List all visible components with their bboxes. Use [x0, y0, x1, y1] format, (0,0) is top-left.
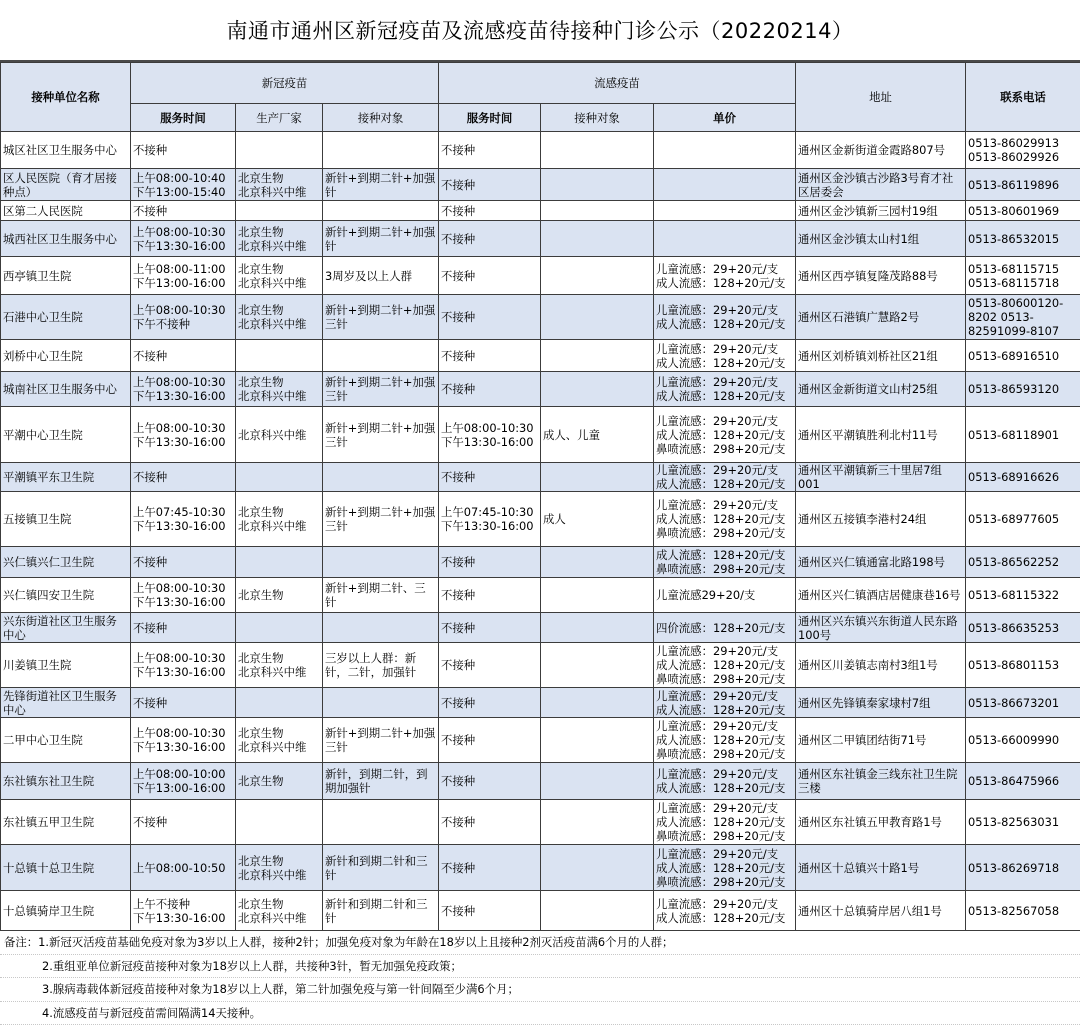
address-cell: 通州区金沙镇太山村1组	[796, 221, 966, 257]
note-2: 2.重组亚单位新冠疫苗接种对象为18岁以上人群，共接种3针，暂无加强免疫政策；	[0, 955, 1080, 979]
flu-price-cell: 儿童流感：29+20元/支 成人流感：128+20元/支	[654, 340, 796, 372]
covid-target-cell	[323, 547, 439, 578]
unit-name-cell: 平潮中心卫生院	[1, 407, 131, 463]
address-cell: 通州区西亭镇复隆茂路88号	[796, 257, 966, 295]
header-flu-group: 流感疫苗	[439, 63, 796, 104]
flu-price-cell: 儿童流感：29+20元/支 成人流感：128+20元/支 鼻喷流感：298+20元/支	[654, 643, 796, 688]
flu-target-cell	[541, 372, 654, 407]
phone-cell: 0513-86475966	[966, 763, 1080, 800]
covid-maker-cell: 北京生物 北京科兴中维	[236, 891, 323, 931]
flu-target-cell	[541, 891, 654, 931]
covid-target-cell: 新针，到期二针，到期加强针	[323, 763, 439, 800]
table-row	[1, 613, 1080, 643]
phone-cell: 0513-86532015	[966, 221, 1080, 257]
covid-time-cell: 上午08:00-10:30 下午13:30-16:00	[131, 578, 236, 613]
flu-target-cell	[541, 688, 654, 718]
address-cell: 通州区东社镇金三线东社卫生院三楼	[796, 763, 966, 800]
table-row	[1, 257, 1080, 295]
covid-target-cell: 新针+到期二针+加强针	[323, 169, 439, 201]
covid-target-cell: 三岁以上人群：新针，二针，加强针	[323, 643, 439, 688]
unit-name-cell: 东社镇东社卫生院	[1, 763, 131, 800]
covid-target-cell: 新针+到期二针+加强三针	[323, 492, 439, 547]
flu-price-cell: 儿童流感：29+20元/支 成人流感：128+20元/支 鼻喷流感：298+20元/支	[654, 800, 796, 845]
phone-cell: 0513-86593120	[966, 372, 1080, 407]
flu-time-cell: 不接种	[439, 547, 541, 578]
covid-maker-cell: 北京生物 北京科兴中维	[236, 169, 323, 201]
unit-name-cell: 十总镇骑岸卫生院	[1, 891, 131, 931]
address-cell: 通州区平潮镇胜利北村11号	[796, 407, 966, 463]
notes-section	[0, 931, 1080, 1025]
unit-name-cell: 平潮镇平东卫生院	[1, 463, 131, 492]
flu-price-cell: 儿童流感：29+20元/支 成人流感：128+20元/支	[654, 763, 796, 800]
header-covid-group: 新冠疫苗	[131, 63, 439, 104]
unit-name-cell: 五接镇卫生院	[1, 492, 131, 547]
note-1: 备注：1.新冠灭活疫苗基础免疫对象为3岁以上人群，接种2针；加强免疫对象为年龄在18岁以上且接种2剂灭活疫苗满6个月的人群；	[0, 931, 1080, 955]
covid-time-cell: 不接种	[131, 463, 236, 492]
phone-cell: 0513-82563031	[966, 800, 1080, 845]
flu-price-cell	[654, 169, 796, 201]
covid-maker-cell	[236, 132, 323, 169]
covid-time-cell: 上午08:00-11:00 下午13:00-16:00	[131, 257, 236, 295]
address-cell: 通州区先锋镇秦家埭村7组	[796, 688, 966, 718]
covid-target-cell: 新针和到期二针和三针	[323, 891, 439, 931]
covid-time-cell: 不接种	[131, 340, 236, 372]
flu-price-cell: 四价流感：128+20元/支	[654, 613, 796, 643]
flu-target-cell	[541, 613, 654, 643]
flu-price-cell: 儿童流感：29+20元/支 成人流感：128+20元/支 鼻喷流感：298+20元/支	[654, 492, 796, 547]
clinic-table	[0, 62, 1080, 931]
covid-time-cell: 上午08:00-10:30 下午13:30-16:00	[131, 643, 236, 688]
covid-maker-cell	[236, 800, 323, 845]
phone-cell: 0513-86269718	[966, 845, 1080, 891]
table-row	[1, 407, 1080, 463]
header-flu-target: 接种对象	[541, 104, 654, 132]
covid-target-cell	[323, 613, 439, 643]
flu-time-cell: 不接种	[439, 643, 541, 688]
unit-name-cell: 兴东街道社区卫生服务中心	[1, 613, 131, 643]
covid-maker-cell	[236, 547, 323, 578]
flu-target-cell: 成人	[541, 492, 654, 547]
covid-maker-cell: 北京生物	[236, 578, 323, 613]
flu-time-cell: 上午07:45-10:30下午13:30-16:00	[439, 492, 541, 547]
covid-target-cell: 新针+到期二针、三针	[323, 578, 439, 613]
flu-price-cell: 儿童流感：29+20元/支 成人流感：128+20元/支	[654, 688, 796, 718]
covid-time-cell: 上午08:00-10:30 下午不接种	[131, 295, 236, 340]
address-cell: 通州区兴东镇兴东街道人民东路100号	[796, 613, 966, 643]
flu-target-cell	[541, 718, 654, 763]
unit-name-cell: 西亭镇卫生院	[1, 257, 131, 295]
covid-maker-cell: 北京生物 北京科兴中维	[236, 643, 323, 688]
covid-target-cell	[323, 340, 439, 372]
flu-time-cell: 不接种	[439, 463, 541, 492]
flu-time-cell: 不接种	[439, 763, 541, 800]
table-row	[1, 763, 1080, 800]
unit-name-cell: 川姜镇卫生院	[1, 643, 131, 688]
covid-maker-cell: 北京生物 北京科兴中维	[236, 492, 323, 547]
table-row	[1, 340, 1080, 372]
table-row	[1, 372, 1080, 407]
flu-price-cell	[654, 221, 796, 257]
covid-time-cell: 上午08:00-10:30 下午13:30-16:00	[131, 372, 236, 407]
flu-target-cell	[541, 340, 654, 372]
covid-time-cell: 上午07:45-10:30 下午13:30-16:00	[131, 492, 236, 547]
flu-target-cell	[541, 169, 654, 201]
flu-time-cell: 不接种	[439, 613, 541, 643]
flu-time-cell: 不接种	[439, 800, 541, 845]
covid-time-cell: 上午08:00-10:30 下午13:30-16:00	[131, 407, 236, 463]
flu-target-cell: 成人、儿童	[541, 407, 654, 463]
flu-target-cell	[541, 221, 654, 257]
covid-target-cell	[323, 201, 439, 221]
phone-cell: 0513-86119896	[966, 169, 1080, 201]
covid-target-cell: 新针+到期二针+加强三针	[323, 295, 439, 340]
covid-maker-cell: 北京生物 北京科兴中维	[236, 845, 323, 891]
note-4: 4.流感疫苗与新冠疫苗需间隔满14天接种。	[0, 1002, 1080, 1026]
unit-name-cell: 十总镇十总卫生院	[1, 845, 131, 891]
flu-price-cell: 儿童流感：29+20元/支 成人流感：128+20元/支 鼻喷流感：298+20元/支	[654, 407, 796, 463]
table-row	[1, 169, 1080, 201]
flu-price-cell: 儿童流感：29+20元/支 成人流感：128+20元/支	[654, 257, 796, 295]
note-3: 3.腺病毒载体新冠疫苗接种对象为18岁以上人群，第二针加强免疫与第一针间隔至少满6个月；	[0, 978, 1080, 1002]
table-body	[1, 132, 1080, 931]
flu-target-cell	[541, 463, 654, 492]
flu-target-cell	[541, 763, 654, 800]
covid-target-cell: 新针+到期二针+加强三针	[323, 718, 439, 763]
table-row	[1, 643, 1080, 688]
flu-price-cell: 儿童流感：29+20元/支 成人流感：128+20元/支	[654, 891, 796, 931]
covid-maker-cell: 北京生物 北京科兴中维	[236, 718, 323, 763]
flu-target-cell	[541, 643, 654, 688]
covid-maker-cell: 北京生物	[236, 763, 323, 800]
flu-time-cell: 不接种	[439, 578, 541, 613]
unit-name-cell: 东社镇五甲卫生院	[1, 800, 131, 845]
flu-time-cell: 不接种	[439, 132, 541, 169]
flu-target-cell	[541, 800, 654, 845]
covid-time-cell: 不接种	[131, 800, 236, 845]
flu-target-cell	[541, 547, 654, 578]
unit-name-cell: 刘桥中心卫生院	[1, 340, 131, 372]
covid-maker-cell	[236, 463, 323, 492]
unit-name-cell: 二甲中心卫生院	[1, 718, 131, 763]
covid-time-cell: 不接种	[131, 132, 236, 169]
covid-maker-cell: 北京生物 北京科兴中维	[236, 221, 323, 257]
unit-name-cell: 区第二人民医院	[1, 201, 131, 221]
flu-time-cell: 不接种	[439, 372, 541, 407]
covid-time-cell: 不接种	[131, 547, 236, 578]
flu-target-cell	[541, 132, 654, 169]
covid-maker-cell: 北京生物 北京科兴中维	[236, 295, 323, 340]
address-cell: 通州区五接镇李港村24组	[796, 492, 966, 547]
unit-name-cell: 兴仁镇兴仁卫生院	[1, 547, 131, 578]
phone-cell: 0513-80601969	[966, 201, 1080, 221]
covid-target-cell	[323, 800, 439, 845]
header-covid-maker: 生产厂家	[236, 104, 323, 132]
flu-price-cell	[654, 132, 796, 169]
flu-target-cell	[541, 845, 654, 891]
covid-time-cell: 上午08:00-10:40 下午13:00-15:40	[131, 169, 236, 201]
phone-cell: 0513-86635253	[966, 613, 1080, 643]
flu-price-cell: 儿童流感：29+20元/支 成人流感：128+20元/支	[654, 372, 796, 407]
covid-time-cell: 上午不接种 下午13:30-16:00	[131, 891, 236, 931]
table-row	[1, 688, 1080, 718]
covid-target-cell	[323, 463, 439, 492]
page-title: 南通市通州区新冠疫苗及流感疫苗待接种门诊公示（20220214）	[0, 0, 1080, 62]
covid-maker-cell: 北京生物 北京科兴中维	[236, 372, 323, 407]
phone-cell: 0513-68118901	[966, 407, 1080, 463]
flu-price-cell	[654, 201, 796, 221]
unit-name-cell: 城西社区卫生服务中心	[1, 221, 131, 257]
flu-time-cell: 不接种	[439, 201, 541, 221]
address-cell: 通州区金新街道金霞路807号	[796, 132, 966, 169]
phone-cell: 0513-82567058	[966, 891, 1080, 931]
covid-time-cell: 上午08:00-10:30 下午13:30-16:00	[131, 221, 236, 257]
covid-maker-cell	[236, 688, 323, 718]
header-unit-name: 接种单位名称	[1, 63, 131, 132]
flu-price-cell: 儿童流感：29+20元/支 成人流感：128+20元/支 鼻喷流感：298+20元/支	[654, 718, 796, 763]
phone-cell: 0513-68115715 0513-68115718	[966, 257, 1080, 295]
covid-time-cell: 上午08:00-10:50	[131, 845, 236, 891]
phone-cell: 0513-66009990	[966, 718, 1080, 763]
header-address: 地址	[796, 63, 966, 132]
unit-name-cell: 城区社区卫生服务中心	[1, 132, 131, 169]
flu-time-cell: 不接种	[439, 221, 541, 257]
address-cell: 通州区兴仁镇酒店居健康巷16号	[796, 578, 966, 613]
phone-cell: 0513-86029913 0513-86029926	[966, 132, 1080, 169]
flu-time-cell: 不接种	[439, 340, 541, 372]
table-row	[1, 845, 1080, 891]
unit-name-cell: 城南社区卫生服务中心	[1, 372, 131, 407]
table-row	[1, 221, 1080, 257]
header-flu-price: 单价	[654, 104, 796, 132]
address-cell: 通州区二甲镇团结街71号	[796, 718, 966, 763]
flu-price-cell: 儿童流感：29+20元/支 成人流感：128+20元/支 鼻喷流感：298+20元/支	[654, 845, 796, 891]
address-cell: 通州区十总镇骑岸居八组1号	[796, 891, 966, 931]
covid-target-cell: 新针和到期二针和三针	[323, 845, 439, 891]
header-covid-time: 服务时间	[131, 104, 236, 132]
flu-time-cell: 不接种	[439, 257, 541, 295]
address-cell: 通州区平潮镇新三十里居7组001	[796, 463, 966, 492]
covid-maker-cell	[236, 613, 323, 643]
phone-cell: 0513-86673201	[966, 688, 1080, 718]
covid-maker-cell	[236, 340, 323, 372]
address-cell: 通州区金新街道文山村25组	[796, 372, 966, 407]
table-row	[1, 295, 1080, 340]
table-row	[1, 547, 1080, 578]
address-cell: 通州区金沙镇古沙路3号育才社区居委会	[796, 169, 966, 201]
flu-price-cell: 儿童流感29+20/支	[654, 578, 796, 613]
header-phone: 联系电话	[966, 63, 1080, 132]
unit-name-cell: 先锋街道社区卫生服务中心	[1, 688, 131, 718]
table-row	[1, 463, 1080, 492]
address-cell: 通州区刘桥镇刘桥社区21组	[796, 340, 966, 372]
phone-cell: 0513-68115322	[966, 578, 1080, 613]
covid-time-cell: 上午08:00-10:30 下午13:30-16:00	[131, 718, 236, 763]
covid-maker-cell	[236, 201, 323, 221]
phone-cell: 0513-86801153	[966, 643, 1080, 688]
flu-price-cell: 儿童流感：29+20元/支 成人流感：128+20元/支	[654, 295, 796, 340]
flu-time-cell: 不接种	[439, 891, 541, 931]
flu-time-cell: 不接种	[439, 845, 541, 891]
flu-price-cell: 儿童流感：29+20元/支 成人流感：128+20元/支	[654, 463, 796, 492]
flu-time-cell: 不接种	[439, 718, 541, 763]
header-covid-target: 接种对象	[323, 104, 439, 132]
flu-time-cell: 不接种	[439, 169, 541, 201]
covid-time-cell: 不接种	[131, 613, 236, 643]
address-cell: 通州区金沙镇新三园村19组	[796, 201, 966, 221]
covid-target-cell: 新针+到期二针+加强三针	[323, 372, 439, 407]
covid-target-cell: 新针+到期二针+加强针	[323, 221, 439, 257]
phone-cell: 0513-80600120-8202 0513-82591099-8107	[966, 295, 1080, 340]
flu-time-cell: 不接种	[439, 688, 541, 718]
flu-target-cell	[541, 295, 654, 340]
covid-target-cell	[323, 132, 439, 169]
flu-time-cell: 不接种	[439, 295, 541, 340]
table-row	[1, 201, 1080, 221]
covid-target-cell	[323, 688, 439, 718]
table-row	[1, 492, 1080, 547]
flu-target-cell	[541, 257, 654, 295]
table-row	[1, 578, 1080, 613]
covid-target-cell: 3周岁及以上人群	[323, 257, 439, 295]
flu-target-cell	[541, 578, 654, 613]
flu-target-cell	[541, 201, 654, 221]
flu-time-cell: 上午08:00-10:30下午13:30-16:00	[439, 407, 541, 463]
covid-maker-cell: 北京生物 北京科兴中维	[236, 257, 323, 295]
unit-name-cell: 石港中心卫生院	[1, 295, 131, 340]
covid-maker-cell: 北京科兴中维	[236, 407, 323, 463]
phone-cell: 0513-86562252	[966, 547, 1080, 578]
address-cell: 通州区川姜镇志南村3组1号	[796, 643, 966, 688]
address-cell: 通州区十总镇兴十路1号	[796, 845, 966, 891]
phone-cell: 0513-68916626	[966, 463, 1080, 492]
unit-name-cell: 区人民医院（育才居接种点）	[1, 169, 131, 201]
unit-name-cell: 兴仁镇四安卫生院	[1, 578, 131, 613]
table-row	[1, 132, 1080, 169]
address-cell: 通州区东社镇五甲教育路1号	[796, 800, 966, 845]
table-row	[1, 718, 1080, 763]
table-row	[1, 800, 1080, 845]
phone-cell: 0513-68916510	[966, 340, 1080, 372]
covid-time-cell: 上午08:00-10:00 下午13:00-16:00	[131, 763, 236, 800]
flu-price-cell: 成人流感：128+20元/支 鼻喷流感：298+20元/支	[654, 547, 796, 578]
covid-time-cell: 不接种	[131, 201, 236, 221]
address-cell: 通州区兴仁镇通富北路198号	[796, 547, 966, 578]
header-flu-time: 服务时间	[439, 104, 541, 132]
phone-cell: 0513-68977605	[966, 492, 1080, 547]
covid-time-cell: 不接种	[131, 688, 236, 718]
covid-target-cell: 新针+到期二针+加强三针	[323, 407, 439, 463]
address-cell: 通州区石港镇广慧路2号	[796, 295, 966, 340]
table-row	[1, 891, 1080, 931]
